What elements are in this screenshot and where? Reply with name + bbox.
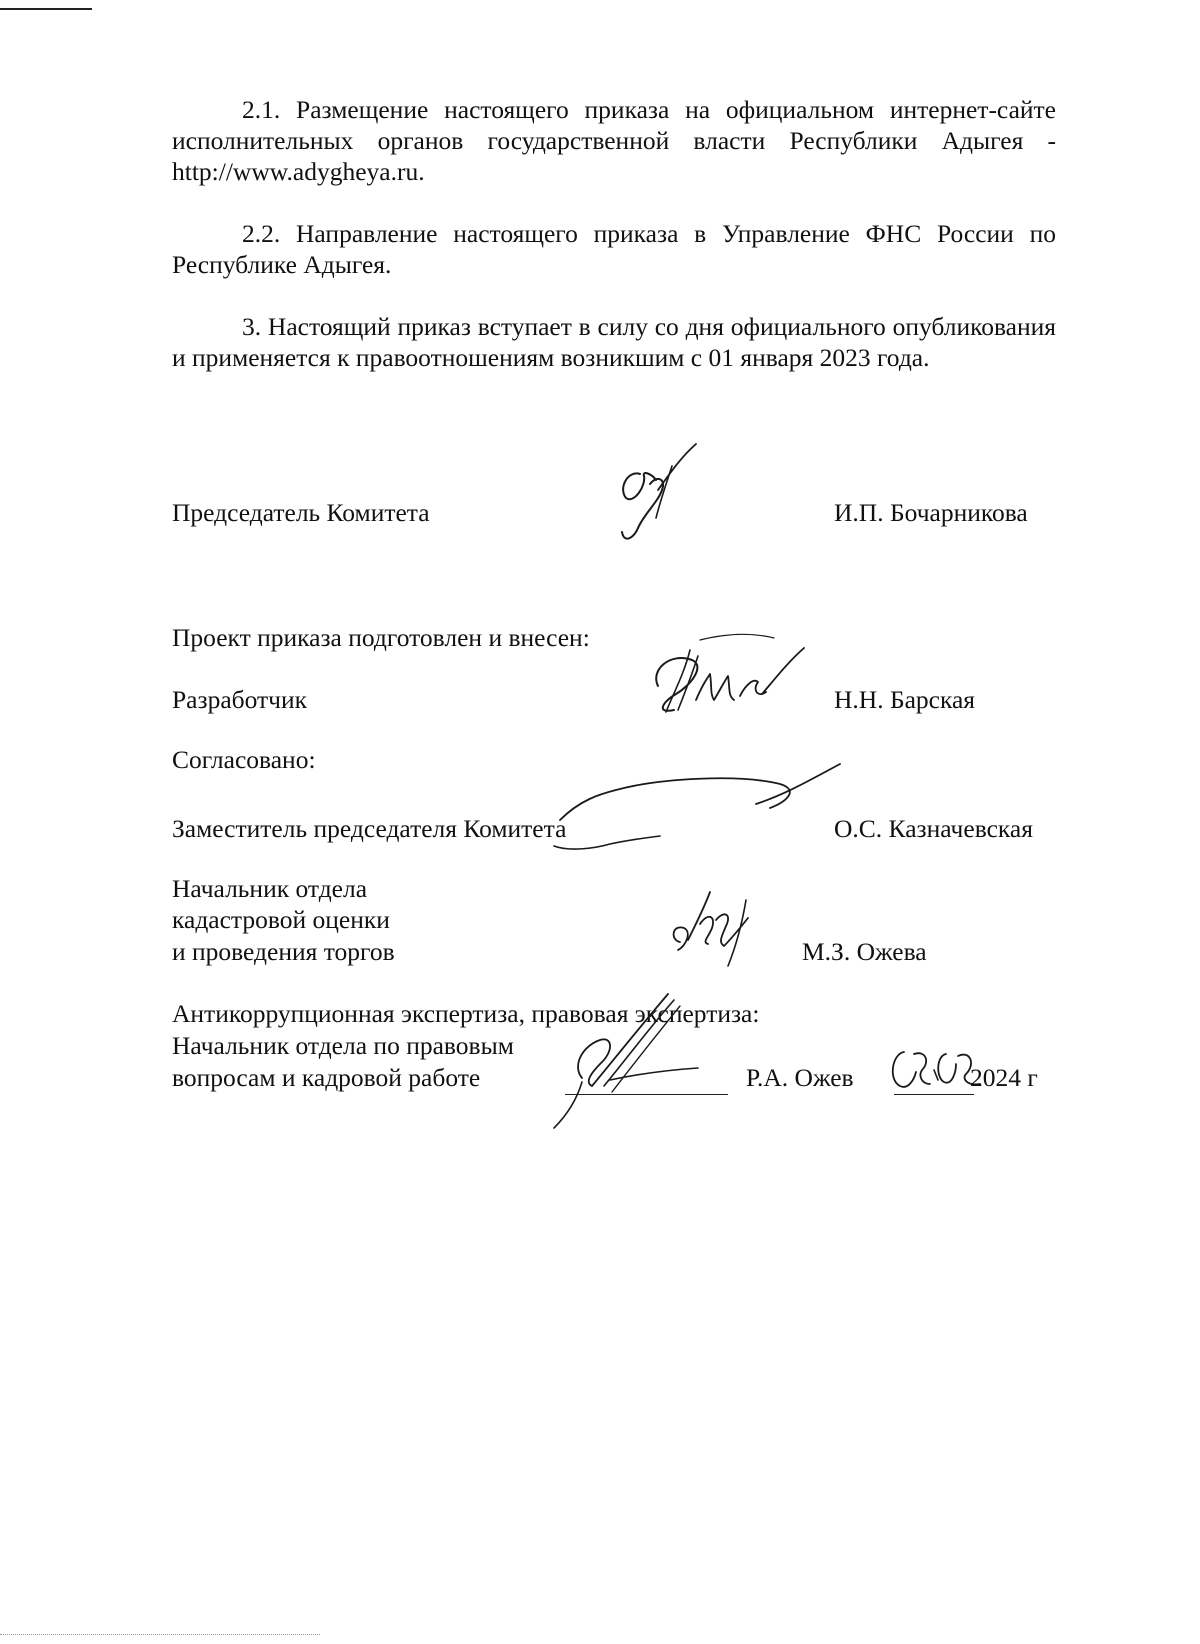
paragraph-2-1-text: 2.1. Размещение настоящего приказа на официальном интернет-сайте исполнительных органов государственной власти Республики Адыгея - http://www.adygheya.ru. <box>172 95 1056 186</box>
expertise-signature <box>548 982 748 1132</box>
chairman-name: И.П. Бочарникова <box>834 498 1028 527</box>
prepared-heading: Проект приказа подготовлен и внесен: <box>172 623 590 652</box>
expertise-heading: Антикоррупционная экспертиза, правовая экспертиза: <box>172 999 760 1028</box>
developer-name: Н.Н. Барская <box>834 685 976 714</box>
paragraph-2-1 <box>172 94 1056 187</box>
chairman-title: Председатель Комитета <box>172 498 430 527</box>
deputy-role: Заместитель председателя Комитета <box>172 814 567 843</box>
top-edge-line <box>0 8 92 10</box>
expertise-role-line-2: вопросам и кадровой работе <box>172 1063 481 1092</box>
handwritten-date <box>884 1040 984 1096</box>
paragraph-2-2 <box>172 218 1056 280</box>
scan-edge-marks <box>0 1634 320 1638</box>
chairman-signature <box>600 440 710 550</box>
expertise-role-line-1: Начальник отдела по правовым <box>172 1031 514 1060</box>
developer-role: Разработчик <box>172 685 308 714</box>
date-year: 2024 г <box>970 1063 1038 1092</box>
agreed-heading: Согласовано: <box>172 745 316 774</box>
paragraph-3-text: 3. Настоящий приказ вступает в силу со дня официального опубликования и применяется к правоотношениям возникшим с 01 января 2023 года. <box>172 312 1056 372</box>
head-signature <box>662 880 772 990</box>
expertise-name: Р.А. Ожев <box>746 1063 854 1092</box>
deputy-name: О.С. Казначевская <box>834 814 1033 843</box>
developer-signature <box>640 630 810 725</box>
paragraph-2-2-text: 2.2. Направление настоящего приказа в Управление ФНС России по Республике Адыгея. <box>172 219 1056 279</box>
head-role-line-2: кадастровой оценки <box>172 905 390 934</box>
paragraph-3 <box>172 311 1056 373</box>
deputy-signature <box>540 750 860 860</box>
head-role-line-1: Начальник отдела <box>172 874 368 903</box>
head-name: М.З. Ожева <box>802 937 927 966</box>
head-role-line-3: и проведения торгов <box>172 937 395 966</box>
